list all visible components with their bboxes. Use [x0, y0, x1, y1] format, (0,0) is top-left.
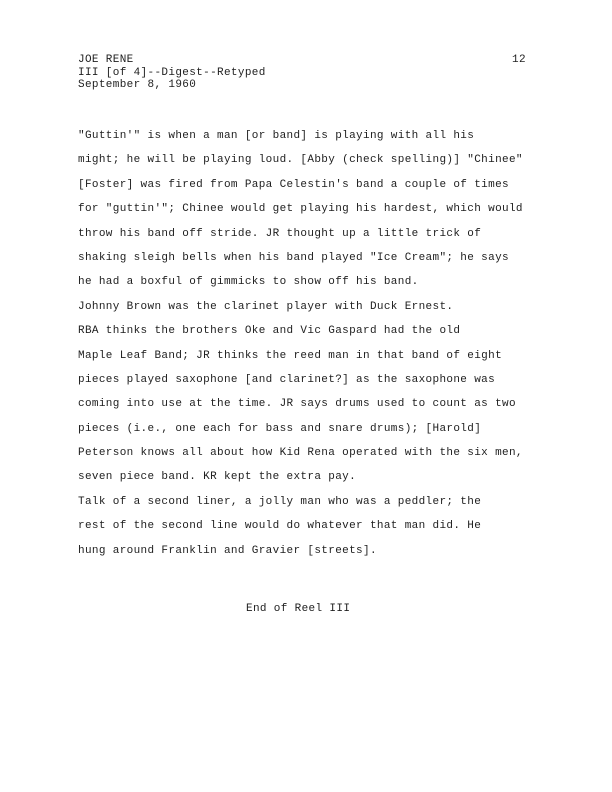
text-line: Maple Leaf Band; JR thinks the reed man in that band of eight [78, 349, 503, 362]
page-number: 12 [512, 54, 526, 66]
text-line: pieces (i.e., one each for bass and snare drums); [Harold] [78, 422, 482, 435]
interview-date: September 8, 1960 [78, 79, 197, 91]
reel-label: III [of 4]--Digest--Retyped [78, 66, 266, 79]
paragraph-second-liner [78, 490, 540, 563]
text-line: might; he will be playing loud. [Abby (check spelling)] "Chinee" [78, 154, 523, 167]
text-line: Talk of a second liner, a jolly man who was a peddler; the [78, 495, 482, 508]
text-line: pieces played saxophone [and clarinet?] as the saxophone was [78, 373, 496, 386]
text-line: [Foster] was fired from Papa Celestin's band a couple of times [78, 178, 509, 191]
text-line: throw his band off stride. JR thought up a little trick of [78, 227, 482, 240]
text-line: Peterson knows all about how Kid Rena operated with the six men, [78, 447, 523, 460]
text-line: Johnny Brown was the clarinet player with Duck Ernest. [78, 300, 454, 313]
document-header [78, 54, 266, 92]
text-line: hung around Franklin and Gravier [streets]. [78, 544, 377, 557]
text-line: "Guttin'" is when a man [or band] is playing with all his [78, 130, 475, 142]
text-line: he had a boxful of gimmicks to show off his band. [78, 276, 419, 289]
text-line: coming into use at the time. JR says drums used to count as two [78, 398, 516, 411]
paragraph-maple-leaf-band [78, 319, 540, 490]
end-of-reel-note: End of Reel III [246, 603, 351, 615]
document-body [78, 124, 540, 563]
text-line: shaking sleigh bells when his band played "Ice Cream"; he says [78, 251, 509, 264]
text-line: RBA thinks the brothers Oke and Vic Gaspard had the old [78, 325, 461, 338]
text-line: for "guttin'"; Chinee would get playing his hardest, which would [78, 203, 523, 216]
text-line: rest of the second line would do whatever that man did. He [78, 520, 482, 533]
interviewee-name: JOE RENE [78, 54, 134, 66]
text-line: seven piece band. KR kept the extra pay. [78, 471, 357, 484]
paragraph-guttin [78, 124, 540, 295]
paragraph-johnny-brown [78, 295, 540, 319]
